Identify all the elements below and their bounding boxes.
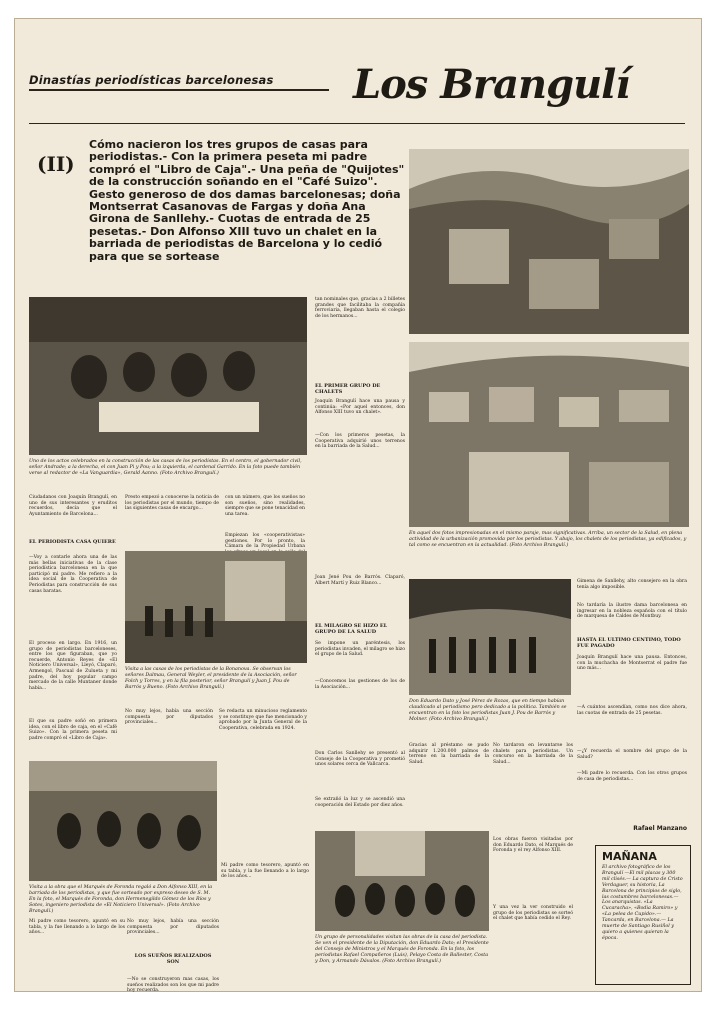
paragraph-noticia: Presto empezó a conocerse la noticia de los periodistas por el mundo, tiempo de las siguientes casas de encargo...	[125, 495, 219, 512]
paragraph-intro: Ciudadanos con Joaquín Brangulí, en uno de sus interesantes y eruditos recuerdos, decía que el Ayuntamiento de Barcelona...	[29, 495, 117, 517]
paragraph-grupo-salud: —¿Y recuerda el nombre del grupo de la Salud?	[577, 749, 687, 760]
paragraph-billetes: tan nominales que, gracias a 2 billetes grandes que facilitaba la compañía ferroviaria, llegaban hasta el colegio de los hermanos...	[315, 297, 405, 319]
subhead-casa: EL PERIODISTA CASA QUIERE	[29, 539, 116, 545]
photo-construction-ceremony	[29, 297, 307, 455]
photo-hillside-construction	[409, 149, 689, 334]
headline-deck: Cómo nacieron los tres grupos de casas para periodistas.- Con la primera peseta mi padre compró el "Libro de Caja".- Una peña de "Quijotes" de la construcción soñando en el "Café Suizo". Gesto generoso de dos damas barcelonesas; doña Montserrat Casanovas de Fargas y doña Ana Girona de Sanllehy.- Cuotas de entrada de 25 pesetas.- Don Alfonso XIII tuvo un chalet en la barriada de periodistas de Barcelona y lo cedió para que se sortease	[89, 138, 405, 263]
tomorrow-box	[595, 845, 691, 985]
paragraph-seccion: No muy lejos, había una sección compuesta por diputados provinciales...	[125, 709, 213, 726]
ceremony-image	[29, 297, 307, 455]
hillside-construction-image	[409, 149, 689, 334]
paragraph-visitas: Los obras fueron visitadas por don Eduardo Dato, el Marqués de Foronda y el rey Alfonso XIII.	[493, 837, 573, 854]
paragraph-parentesis: Se impone un paréntesis, los periodistas invaden, el milagro se hizo el grupo de la Salud.	[315, 641, 405, 658]
subhead-chalets: EL PRIMER GRUPO DE CHALETS	[315, 383, 381, 395]
subhead-salud: EL MILAGRO SE HIZO EL GRUPO DE LA SALUD	[315, 623, 388, 635]
paragraph-reglamento: Se redacta un minucioso reglamento y se constituye que fue mencionado y aprobado por la Junta General de la Cooperativa, celebrada en 1924.	[219, 709, 307, 731]
newspaper-page	[14, 18, 702, 992]
photo-personalities-visit	[315, 831, 489, 931]
paragraph-caja: El que su padre soñó en primera idea, con el libro de caja, en el «Café Suizo». Con la primera peseta mi padre compró el «Libro de Caja».	[29, 719, 117, 741]
bonanova-image	[125, 551, 307, 663]
header-rule	[29, 89, 329, 91]
tomorrow-text: El archivo fotográfico de los Brangulí —El mil placas y 300 mil clisés.— La captura de Cristo Verdaguer, su historia, La Barcelona de principios de siglo, las costumbres barcelonesas.— Los anarquistas. «La Cucaracha», «Bodia Ramiro» y «La pelea de Cupido».— Tancarda, en Barcelona.— La muerte de Santiago Rusiñol y quiero a quienes quieran la época.	[602, 865, 683, 941]
paragraph-prestamo: Gracias al préstamo se pudo adquirir 1.200.000 palmos de terreno en la barriada de la Salud.	[409, 743, 489, 765]
foronda-image	[29, 761, 217, 881]
paragraph-suenos-realizados: —No se construyeron mas casas, los sueños realizados son los que mi padre hoy recuerda.	[127, 977, 219, 994]
photo-dato-group	[409, 579, 571, 695]
paragraph-nobleza: No tardaría la ilustre dama barcelonesa en ingresar en la nobleza española con el título de marquesa de Caldes de Montbuy.	[577, 603, 687, 620]
paragraph-otros-grupos: —Mi padre lo recuerda. Con los otros grupos de casa de periodistas...	[577, 771, 687, 782]
dato-image	[409, 579, 571, 695]
paragraph-cooperativa: Mi padre como tesorero, apuntó en su tabla, y la fue llenando a lo largo de los años...	[29, 919, 125, 936]
paragraph-provinciales: No muy lejos, había una sección compuesta por diputados provinciales...	[127, 919, 219, 936]
paragraph-sorteo: Y una vez la ver construido el grupo de los periodistas se sorteó el chalet que había cedido el Rey.	[493, 905, 573, 922]
author-signature: Rafael Manzano	[633, 825, 687, 832]
personalities-image	[315, 831, 489, 931]
paragraph-gestiones: Empiezan los «cooperativistas» gestiones. Por lo pronto, la Cámara de la Propiedad Urbana	[225, 533, 305, 550]
subhead-ultimo: HASTA EL ULTIMO CENTIMO, TODO FUE PAGADO	[577, 637, 681, 649]
caption-foronda: Visita a la obra que el Marqués de Foronda regaló a Don Alfonso XIII, en la barriada de los periodistas, y que fue sorteado por expreso deseo de S. M. En la foto, el Marqués de Foronda, don Hermenegildo Gómez de los Ríos y Sotes, ingeniero periodista de «El Noticiero Universal». (Foto Archivo Brangulí.)	[29, 885, 213, 914]
part-numeral: (II)	[37, 152, 75, 176]
caption-dato: Don Eduardo Dato y José Pérez de Rozas, que en tiempo habían claudicado al periodismo pero dedicado a la política. También se encuentran en la foto los periodistas Juan J. Pou de Barrós y Molner. (Foto Archivo Brangulí.)	[409, 699, 567, 722]
caption-salud-photos: En aquel dos fotos impresionadas en el mismo paraje, mas significativas. Arriba, un sector de la Salud, en plena actividad de la urbanización promovida por los periodistas. Y abajo, los chalets de los periodistas, ya edificados, y tal como se encuentran en la actualidad. (Foto Archivo Brangulí.)	[409, 531, 687, 548]
paragraph-terrenos: —Con los primeros pesetas, la Cooperativa adquirió unos terrenos en la barriada de la Salud...	[315, 433, 405, 450]
tomorrow-heading: MAÑANA	[602, 850, 657, 863]
paragraph-sanllehy: Don Carlos Sanllehy se presentó al Consejo de la Cooperativa y prometió unos solares cerca de Vallcarca.	[315, 751, 405, 768]
caption-ceremony: Uno de los actos celebrados en la construcción de las casas de los periodistas. En el centro, el gobernador civil, señor Andrade; a la derecha, el con Juan Pi y Pou; a la izquierda, el cardenal Garrido. En la foto puede también verse al redactor de «La Vanguardia», Gerald Aanno. (Foto Archivo Brangulí.)	[29, 459, 302, 476]
caption-bonanova: Visita a las casas de los periodistas de la Bonanova. Se observan los señores Dalmau, General Weyler, el presidente de la Asociación, señor Folch y Torres, y en la fila posterior, señor Brangulí y Juan J. Pou de Barrós y Bueno. (Foto Archivo Brangulí.)	[125, 667, 297, 690]
paragraph-story: —Voy a contarle ahora una de las más bellas iniciativas de la clase periodística barcelonesa en la que participó mi padre. Me refiero a la idea social de la Cooperativa de Periodistas para construcción de sus casas baratas.	[29, 555, 117, 594]
title-rule	[29, 123, 685, 124]
paragraph-montserrat: Joaquín Brangulí hace una pausa. Entonces, con la muchacha de Montserrat el padre fue uno más...	[577, 655, 687, 672]
section-header: Dinastías periodísticas barcelonesas	[29, 73, 274, 87]
photo-bonanova-visit	[125, 551, 307, 663]
paragraph-claparo: Joan Jené Pou de Barrós. Claparó, Albert Martí y Ruiz Blanco...	[315, 575, 405, 586]
photo-foronda-visit	[29, 761, 217, 881]
paragraph-suenos: con un número, que los sueños no son sueños, sino realidades, siempre que se pone tenacidad en una tarea.	[225, 495, 305, 517]
paragraph-tesorero: Mi padre como tesorero, apuntó en su tabla, y la fue llenando a lo largo de los años...	[221, 863, 309, 880]
page-title: Los Brangulí	[353, 61, 630, 108]
caption-personalities: Un grupo de personalidades visitan las obras de la casa del periodista. Se ven el presidente de la Diputación, don Eduardo Dato; el Presidente del Consejo de Ministros y el Marqués de Foronda. En la foto, los periodistas Rafael Compañeros (Luis), Pelayo Costa de Ballester, Costa y Don, y Armando Dávalos. (Foto Archivo Brangulí.)	[315, 935, 489, 964]
paragraph-cuotas: —A cuántos ascendían, como nos dice ahora, las cuotas de entrada de 25 pesetas.	[577, 705, 687, 716]
paragraph-gimena: Gimena de Sanllehy, alto consejero en la obra tenía algo imposible.	[577, 579, 687, 590]
paragraph-chalets-concurso: No tardaron en levantarse los chalets para periodistas. Un concurso en la barriada de la Salud...	[493, 743, 573, 765]
paragraph-process: El proceso en largo. En 1916, un grupo de periodistas barceloneses, entre los que figuraban, que yo recuerde, Antonio Reyes de «El Noticiero Universal», Lleyó, Claparó, Armengol, Pascual de Zulueta y mi padre, del hoy popular campo mercado de la calle Muntaner donde había...	[29, 641, 117, 691]
paragraph-estado: Se extrañó la luz y se ascendió una cooperación del Estado por diez años.	[315, 797, 405, 808]
chalets-today-image	[409, 342, 689, 527]
subhead-suenos: LOS SUEÑOS REALIZADOS SON	[134, 953, 212, 965]
paragraph-pausa: Joaquín Brangulí hace una pausa y continúa: «Por aquel entonces, don Alfonso XIII tuvo un chalet».	[315, 399, 405, 416]
photo-chalets-today	[409, 342, 689, 527]
paragraph-conocemos: —Conocemos las gestiones de los de la Asociación...	[315, 679, 405, 690]
